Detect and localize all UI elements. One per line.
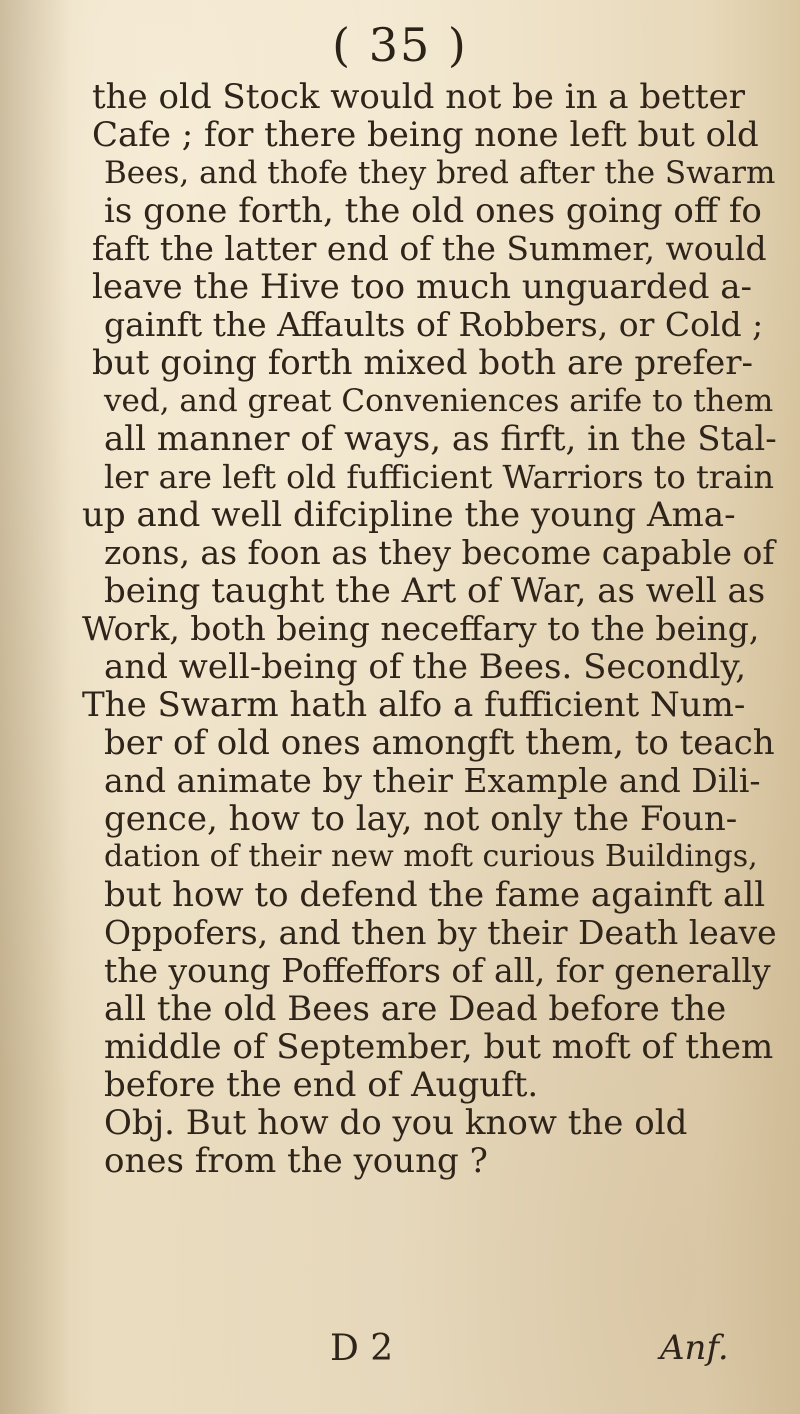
text-line: leave the Hive too much unguarded a- bbox=[92, 267, 753, 307]
text-line: dation of their new moft curious Buildings, bbox=[104, 839, 758, 874]
body-text bbox=[48, 78, 778, 1180]
text-line: faft the latter end of the Summer, would bbox=[92, 229, 767, 268]
page-footer bbox=[0, 1328, 800, 1374]
text-line: Cafe ; for there being none left but old bbox=[92, 115, 759, 155]
signature-mark: D 2 bbox=[330, 1328, 394, 1369]
text-line: ved, and great Conveniences arife to them bbox=[104, 383, 774, 419]
text-line: and animate by their Example and Dili- bbox=[104, 761, 761, 800]
text-line: being taught the Art of War, as well as bbox=[104, 571, 766, 611]
text-line: up and well difcipline the young Ama- bbox=[82, 495, 736, 535]
text-line: Obj. But how do you know the old bbox=[104, 1103, 688, 1143]
text-line: before the end of Auguft. bbox=[104, 1065, 539, 1105]
text-line: gence, how to lay, not only the Foun- bbox=[104, 799, 738, 839]
text-line: gainft the Affaults of Robbers, or Cold ; bbox=[104, 305, 764, 344]
text-line: is gone forth, the old ones going off fo bbox=[104, 191, 762, 231]
text-line: Work, both being neceffary to the being, bbox=[82, 609, 760, 648]
text-line: ones from the young ? bbox=[104, 1141, 488, 1181]
text-line: and well-being of the Bees. Secondly, bbox=[104, 647, 747, 687]
text-line: all manner of ways, as firft, in the Stal- bbox=[104, 419, 777, 459]
text-line: zons, as foon as they become capable of bbox=[104, 533, 775, 572]
text-line: the old Stock would not be in a better bbox=[92, 77, 745, 117]
text-line: Oppofers, and then by their Death leave bbox=[104, 913, 777, 952]
text-line: The Swarm hath alfo a fufficient Num- bbox=[82, 685, 746, 725]
text-line: the young Poffeffors of all, for generally bbox=[104, 951, 771, 990]
text-line: middle of September, but moft of them bbox=[104, 1027, 774, 1067]
catchword: Anf. bbox=[660, 1328, 729, 1368]
text-line: ler are left old fufficient Warriors to train bbox=[104, 458, 775, 496]
text-line: Bees, and thofe they bred after the Swarm bbox=[104, 155, 776, 191]
text-line: all the old Bees are Dead before the bbox=[104, 989, 727, 1029]
text-line: but going forth mixed both are prefer- bbox=[92, 343, 754, 383]
text-line: but how to defend the fame againft all bbox=[104, 875, 766, 915]
page-number: ( 35 ) bbox=[332, 18, 468, 72]
text-line: ber of old ones amongft them, to teach bbox=[104, 723, 775, 763]
